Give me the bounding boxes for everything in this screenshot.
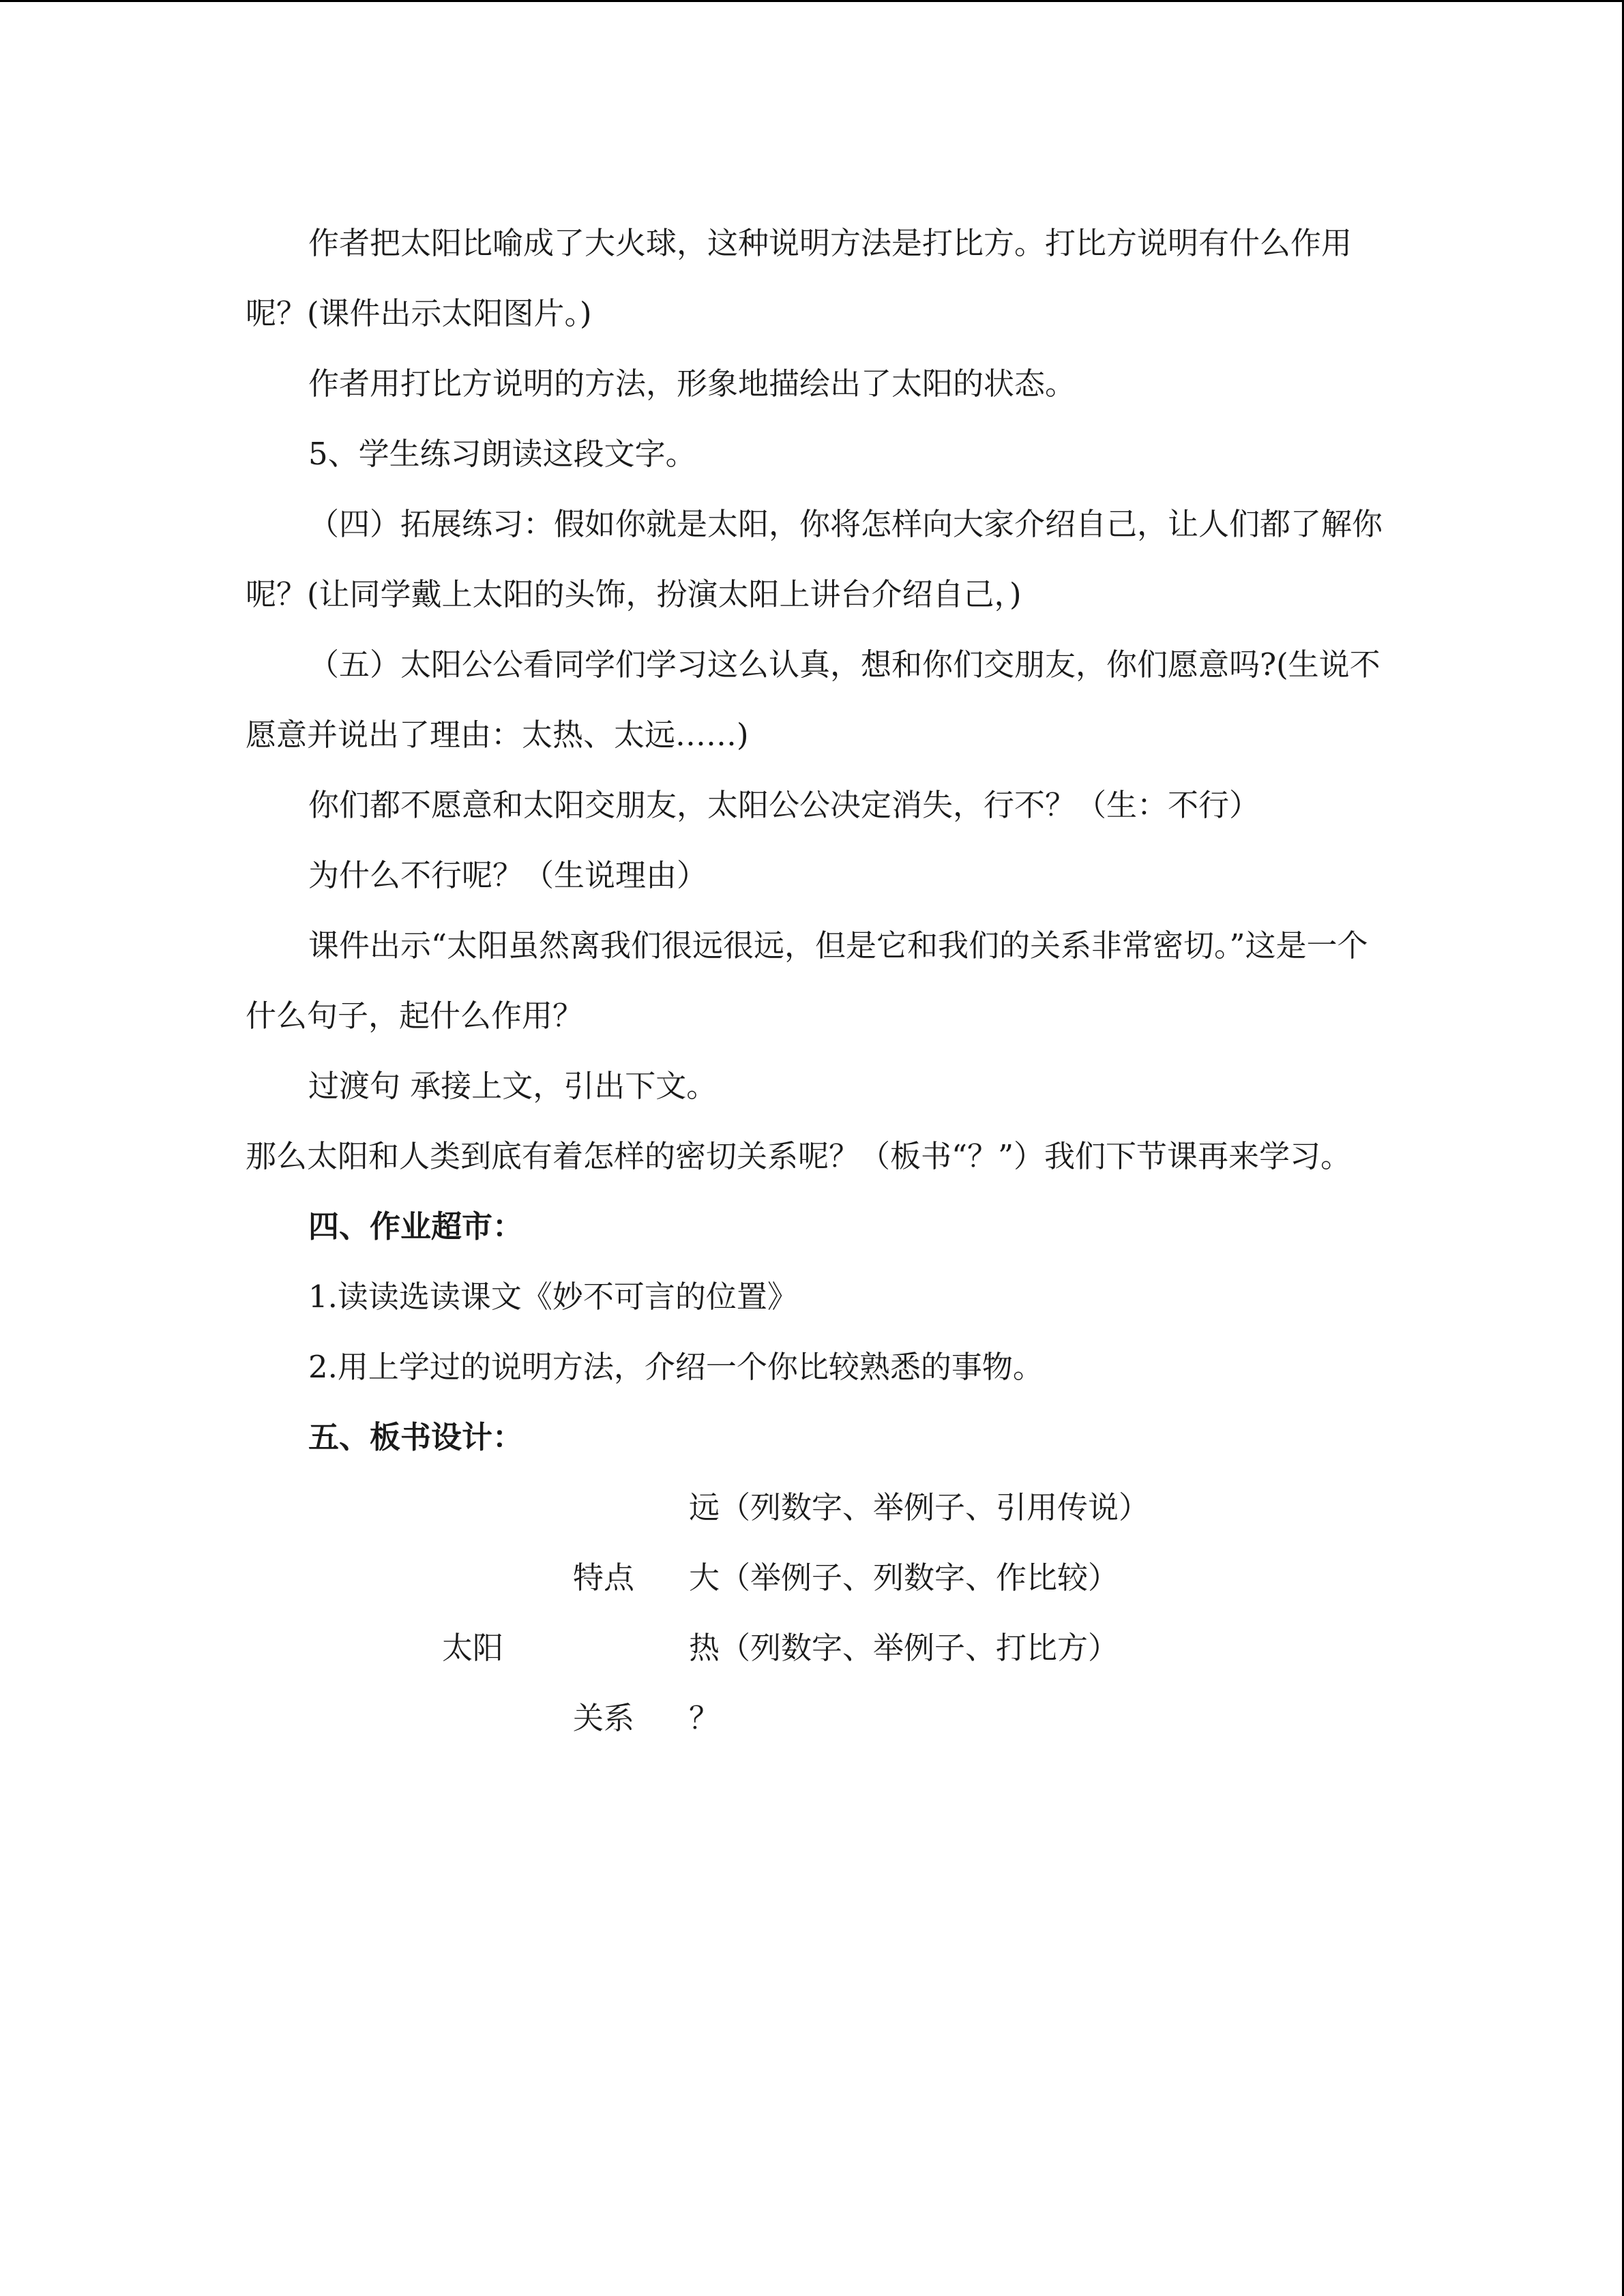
page-frame-top (0, 0, 1624, 2)
paragraph: （五）太阳公公看同学们学习这么认真，想和你们交朋友，你们愿意吗?(生说不愿意并说出了理由：太热、太远……) (246, 646, 1381, 753)
board-relation-value: ？ (689, 1700, 720, 1736)
section-heading: 五、板书设计： (308, 1419, 524, 1455)
paragraph: 那么太阳和人类到底有着怎样的密切关系呢？（板书“？”）我们下节课再来学习。 (246, 1138, 1352, 1174)
blackboard-design (246, 1472, 1391, 1759)
paragraph: 5、学生练习朗读这段文字。 (308, 436, 696, 472)
board-line-far: 远（列数字、举例子、引用传说） (689, 1489, 1150, 1525)
section-heading: 四、作业超市： (308, 1208, 524, 1244)
document-page (246, 208, 1391, 1759)
paragraph: 课件出示“太阳虽然离我们很远很远，但是它和我们的关系非常密切。”这是一个什么句子，起什么作用？ (246, 927, 1368, 1034)
paragraph: 2.用上学过的说明方法，介绍一个你比较熟悉的事物。 (308, 1349, 1044, 1385)
body-text (246, 208, 1391, 1472)
board-relation-label: 关系 (573, 1700, 635, 1736)
paragraph: 过渡句 承接上文，引出下文。 (308, 1068, 718, 1104)
paragraph: （四）拓展练习：假如你就是太阳，你将怎样向大家介绍自己，让人们都了解你呢？(让同学戴上太阳的头饰，扮演太阳上讲台介绍自己，) (246, 506, 1383, 612)
paragraph: 你们都不愿意和太阳交朋友，太阳公公决定消失，行不？（生：不行） (308, 787, 1260, 823)
board-line-big: 大（举例子、列数字、作比较） (689, 1560, 1119, 1596)
board-subject: 太阳 (442, 1630, 504, 1666)
paragraph: 作者用打比方说明的方法，形象地描绘出了太阳的状态。 (308, 366, 1076, 402)
paragraph: 为什么不行呢？（生说理由） (308, 857, 708, 893)
paragraph: 作者把太阳比喻成了大火球，这种说明方法是打比方。打比方说明有什么作用呢？(课件出示太阳图片。) (246, 225, 1353, 331)
paragraph: 1.读读选读课文《妙不可言的位置》 (308, 1279, 798, 1315)
board-line-hot: 热（列数字、举例子、打比方） (689, 1630, 1119, 1666)
board-feature-label: 特点 (573, 1560, 635, 1596)
